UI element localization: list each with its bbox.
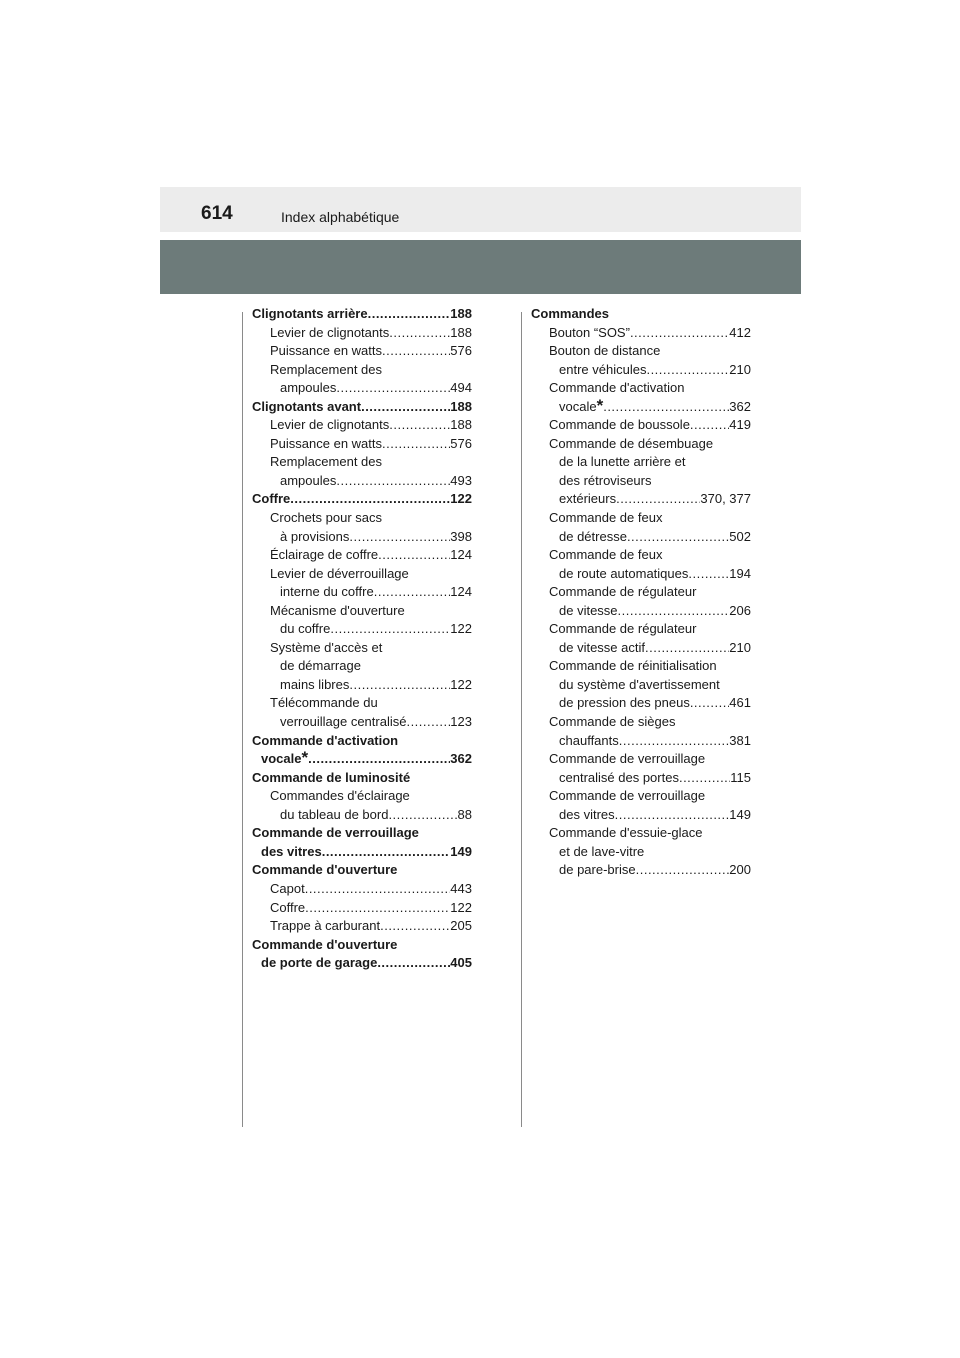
index-page-ref: 419	[729, 417, 751, 433]
index-page-ref: 381	[729, 732, 751, 748]
index-entry	[531, 861, 751, 880]
index-entry-text: Coffre	[252, 491, 291, 507]
dot-leader	[389, 416, 450, 435]
dot-leader	[349, 528, 450, 547]
index-entry	[531, 379, 751, 398]
index-entry	[531, 602, 751, 621]
index-entry	[252, 769, 472, 788]
index-entry-text: Commande d'activation	[252, 732, 399, 748]
index-entry	[531, 565, 751, 584]
index-page-ref: 210	[729, 639, 751, 655]
index-entry-text: Commande de sièges	[549, 714, 676, 730]
dot-leader	[305, 880, 451, 899]
index-entry	[252, 954, 472, 973]
dot-leader	[690, 416, 729, 435]
index-entry	[252, 732, 472, 751]
index-entry-text: verrouillage centralisé	[280, 714, 407, 730]
index-page-ref: 194	[729, 565, 751, 581]
index-page-ref: 122	[450, 621, 472, 637]
dot-leader	[361, 398, 450, 417]
dot-leader	[349, 676, 450, 695]
dot-leader	[382, 342, 450, 361]
index-page-ref: 124	[450, 547, 472, 563]
index-entry-text: de vitesse actif	[559, 639, 645, 655]
index-entry-text: de pare-brise	[559, 862, 636, 878]
index-page-ref: 443	[450, 880, 472, 896]
dot-leader	[290, 490, 450, 509]
index-entry	[531, 546, 751, 565]
dot-leader	[646, 361, 729, 380]
index-entry	[531, 324, 751, 343]
section-band	[160, 240, 801, 294]
index-entry-text: des vitres	[559, 806, 615, 822]
index-entry	[252, 936, 472, 955]
index-entry: vocale * ..... 362	[252, 750, 472, 769]
index-entry-text: Commande de luminosité	[252, 769, 411, 785]
index-entry	[252, 453, 472, 472]
index-entry-text: Commande de verrouillage	[549, 788, 706, 804]
index-page-ref: 188	[450, 398, 472, 414]
index-entry-text: Puissance en watts	[270, 343, 383, 359]
dot-leader	[619, 732, 730, 751]
index-page-ref: 124	[450, 584, 472, 600]
index-entry	[252, 880, 472, 899]
dot-leader	[630, 324, 729, 343]
index-entry-text: Commande d'ouverture	[252, 936, 398, 952]
index-entry-text: centralisé des portes	[559, 769, 679, 785]
index-entry	[531, 639, 751, 658]
index-entry	[531, 453, 751, 472]
index-page-ref: 412	[729, 324, 751, 340]
index-entry	[531, 657, 751, 676]
index-entry-text: Crochets pour sacs	[270, 510, 382, 526]
index-page-ref: 122	[450, 899, 472, 915]
index-entry	[252, 398, 472, 417]
index-entry	[531, 509, 751, 528]
dot-leader	[388, 806, 457, 825]
dot-leader	[378, 546, 450, 565]
index-entry	[252, 490, 472, 509]
index-page-ref: 205	[450, 918, 472, 934]
index-entry	[252, 843, 472, 862]
index-entry-text: de démarrage	[280, 658, 361, 674]
index-entry-text: Commandes d'éclairage	[270, 788, 410, 804]
index-entry-text: Commande d'activation	[549, 380, 685, 396]
index-entry	[531, 528, 751, 547]
dot-leader	[330, 620, 450, 639]
index-entry	[531, 824, 751, 843]
index-page-ref: 149	[729, 806, 751, 822]
index-entry	[252, 694, 472, 713]
index-entry	[252, 787, 472, 806]
index-entry-text: des vitres	[261, 843, 322, 859]
index-page-ref: 461	[729, 695, 751, 711]
index-entry	[252, 676, 472, 695]
index-entry-text: Commande de désembuage	[549, 435, 714, 451]
index-entry-text: Puissance en watts	[270, 435, 383, 451]
index-entry-text: de route automatiques	[559, 565, 689, 581]
index-entry	[531, 843, 751, 862]
dot-leader	[636, 861, 730, 880]
index-entry-text: Commande de feux	[549, 510, 663, 526]
index-entry-text: et de lave-vitre	[559, 843, 645, 859]
index-entry-text: de porte de garage	[261, 955, 378, 971]
index-entry-text: de pression des pneus	[559, 695, 690, 711]
dot-leader	[616, 490, 700, 509]
index-entry-text: Bouton de distance	[549, 343, 661, 359]
index-page-ref: 200	[729, 862, 751, 878]
dot-leader	[603, 398, 729, 417]
index-entry: vocale * ..... 362	[531, 398, 751, 417]
index-entry	[531, 490, 751, 509]
index-page-ref: 149	[450, 843, 472, 859]
dot-leader	[336, 379, 450, 398]
index-entry-text: entre véhicules	[559, 361, 647, 377]
index-entry-text: Commande d'ouverture	[252, 862, 398, 878]
index-entry-text: extérieurs	[559, 491, 617, 507]
index-entry-text: vocale	[261, 751, 302, 767]
dot-leader	[627, 528, 729, 547]
index-entry	[531, 472, 751, 491]
index-entry	[531, 342, 751, 361]
index-entry	[531, 732, 751, 751]
index-page-ref: 188	[450, 306, 472, 321]
index-entry	[252, 379, 472, 398]
index-entry-text: Commande de boussole	[549, 417, 690, 433]
index-entry	[252, 917, 472, 936]
index-page-ref: 362	[729, 398, 751, 414]
index-entry	[252, 620, 472, 639]
index-entry	[531, 676, 751, 695]
index-entry-text: du coffre	[280, 621, 331, 637]
index-entry	[252, 583, 472, 602]
index-entry-text: Trappe à carburant	[270, 918, 381, 934]
index-entry-text: interne du coffre	[280, 584, 374, 600]
index-entry-text: Remplacement des	[270, 361, 382, 377]
dot-leader	[690, 694, 729, 713]
index-page-ref: 123	[450, 714, 472, 730]
index-page-ref: 210	[729, 361, 751, 377]
index-entry-text: Commande d'essuie-glace	[549, 825, 703, 841]
index-page-ref: 405	[450, 955, 472, 971]
index-column-right	[531, 305, 751, 880]
index-entry	[531, 305, 751, 324]
index-entry-text: à provisions	[280, 528, 350, 544]
index-entry	[252, 546, 472, 565]
index-entry-text: Clignotants arrière	[252, 306, 368, 321]
index-entry-text: Commande de verrouillage	[252, 825, 419, 841]
index-entry-text: du système d'avertissement	[559, 676, 720, 692]
index-entry-text: Levier de clignotants	[270, 417, 390, 433]
dot-leader	[645, 639, 729, 658]
index-column-left	[252, 305, 472, 973]
dot-leader	[308, 750, 450, 769]
index-entry	[252, 361, 472, 380]
index-entry	[252, 713, 472, 732]
index-page-ref: 88	[457, 806, 472, 822]
index-entry-text: Remplacement des	[270, 454, 382, 470]
index-entry	[252, 824, 472, 843]
index-entry-text: Commandes	[531, 306, 610, 321]
index-entry	[252, 806, 472, 825]
index-entry-text: des rétroviseurs	[559, 472, 652, 488]
dot-leader	[336, 472, 450, 491]
index-entry	[531, 583, 751, 602]
index-entry-text: Commande de régulateur	[549, 621, 697, 637]
index-page-ref: 122	[450, 676, 472, 692]
index-page-ref: 576	[450, 435, 472, 451]
index-entry	[531, 713, 751, 732]
dot-leader	[305, 899, 450, 918]
index-page-ref: 370, 377	[700, 491, 751, 507]
index-entry	[252, 435, 472, 454]
dot-leader	[377, 954, 450, 973]
index-entry-text: Levier de clignotants	[270, 324, 390, 340]
dot-leader	[374, 583, 451, 602]
dot-leader	[618, 602, 730, 621]
index-entry	[252, 565, 472, 584]
index-entry	[252, 899, 472, 918]
index-page-ref: 494	[450, 380, 472, 396]
index-entry-text: Télécommande du	[270, 695, 378, 711]
index-entry-text: de détresse	[559, 528, 627, 544]
index-entry-text: du tableau de bord	[280, 806, 389, 822]
index-page-ref: 362	[450, 751, 472, 767]
index-page-ref: 115	[730, 769, 751, 785]
index-entry	[531, 435, 751, 454]
dot-leader	[322, 843, 451, 862]
dot-leader	[389, 324, 450, 343]
index-entry	[252, 861, 472, 880]
index-entry-text: Système d'accès et	[270, 639, 383, 655]
index-entry-text: Levier de déverrouillage	[270, 565, 409, 581]
index-page-ref: 188	[450, 417, 472, 433]
header-band	[160, 187, 801, 232]
index-entry	[531, 787, 751, 806]
index-entry-text: Clignotants avant	[252, 398, 362, 414]
index-entry	[531, 361, 751, 380]
index-entry-text: Bouton “SOS”	[549, 324, 630, 340]
index-entry	[531, 694, 751, 713]
index-entry-text: Éclairage de coffre	[270, 547, 379, 563]
index-entry-text: Commande de verrouillage	[549, 751, 706, 767]
dot-leader	[406, 713, 450, 732]
index-entry-text: Mécanisme d'ouverture	[270, 602, 405, 618]
dot-leader	[615, 806, 730, 825]
index-entry-text: ampoules	[280, 472, 337, 488]
page-number: 614	[201, 203, 233, 224]
page-title: Index alphabétique	[281, 209, 400, 225]
index-entry-text: de vitesse	[559, 602, 618, 618]
index-entry-text: Commande de réinitialisation	[549, 658, 717, 674]
dot-leader	[380, 917, 450, 936]
index-entry	[252, 342, 472, 361]
index-page-ref: 206	[729, 602, 751, 618]
index-page-ref: 576	[450, 343, 472, 359]
index-entry-text: mains libres	[280, 676, 350, 692]
index-entry	[252, 602, 472, 621]
left-column-rule	[242, 312, 243, 1127]
index-entry	[252, 305, 472, 324]
index-entry	[252, 657, 472, 676]
dot-leader	[382, 435, 450, 454]
index-page-ref: 493	[450, 472, 472, 488]
middle-column-rule	[521, 312, 522, 1127]
index-entry	[252, 509, 472, 528]
dot-leader	[688, 565, 729, 584]
index-page-ref: 398	[450, 528, 472, 544]
index-entry-text: Commande de feux	[549, 547, 663, 563]
index-entry-text: de la lunette arrière et	[559, 454, 686, 470]
index-entry	[252, 416, 472, 435]
index-entry	[531, 620, 751, 639]
dot-leader	[368, 305, 451, 324]
index-entry	[252, 528, 472, 547]
index-entry	[531, 416, 751, 435]
index-entry	[531, 806, 751, 825]
index-entry-text: chauffants	[559, 732, 619, 748]
index-entry-text: vocale	[559, 398, 597, 414]
index-page-ref: 188	[450, 324, 472, 340]
index-entry-text: ampoules	[280, 380, 337, 396]
index-entry	[531, 769, 751, 788]
index-page-ref: 122	[450, 491, 472, 507]
index-entry-text: Commande de régulateur	[549, 584, 697, 600]
index-entry	[252, 324, 472, 343]
index-page-ref: 502	[729, 528, 751, 544]
dot-leader	[679, 769, 730, 788]
index-entry	[252, 472, 472, 491]
index-entry-text: Coffre	[270, 899, 306, 915]
index-entry	[252, 639, 472, 658]
index-entry-text: Capot	[270, 880, 305, 896]
index-entry	[531, 750, 751, 769]
